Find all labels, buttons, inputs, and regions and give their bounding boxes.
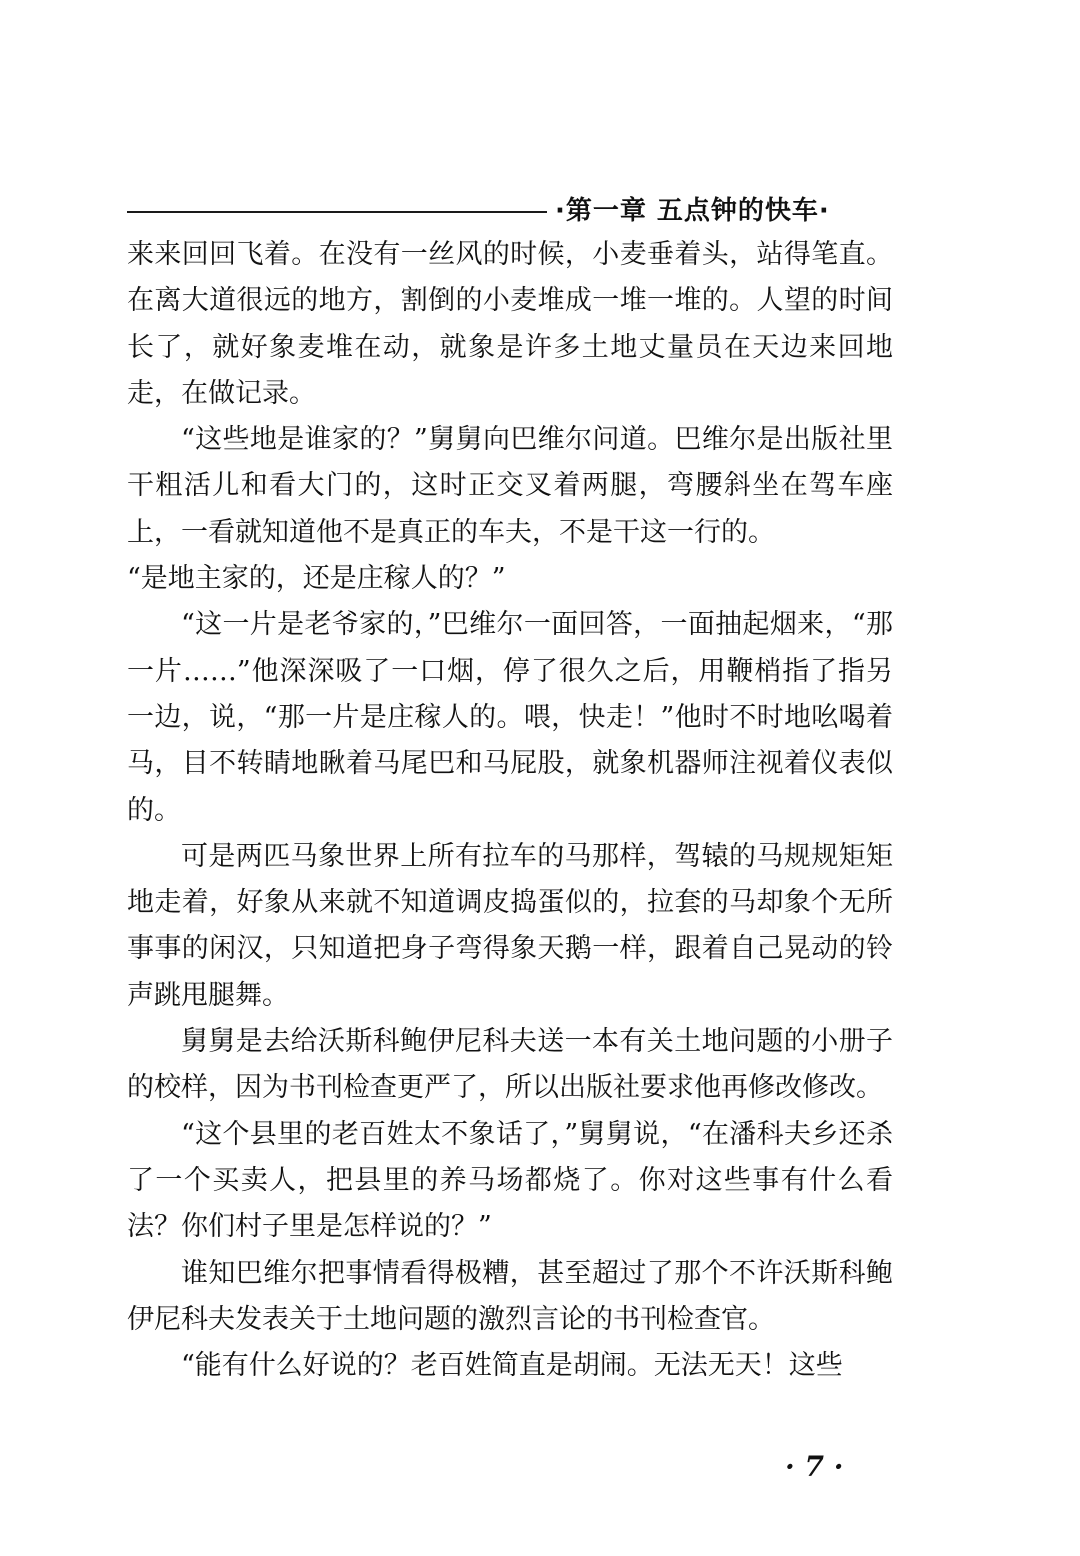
paragraph: “能有什么好说的？老百姓简直是胡闹。无法无天！这些 — [181, 1350, 843, 1382]
paragraph: “这些地是谁家的？”舅舅向巴维尔问道。巴维尔是出版社里干粗活儿和看大门的，这时正交叉着两腿，弯腰斜坐在驾车座上，一看就知道他不是真正的车夫，不是干这一行的。 — [127, 424, 893, 548]
paragraph: “这一片是老爷家的，”巴维尔一面回答，一面抽起烟来，“那一片……”他深深吸了一口烟，停了很久之后，用鞭梢指了指另一边，说，“那一片是庄稼人的。喂，快走！”他时不时地吆喝着马，目不转睛地瞅着马尾巴和马屁股，就象机器师注视着仪表似的。 — [127, 609, 893, 826]
chapter-title: ·第一章 五点钟的快车· — [555, 196, 830, 226]
paragraph: 舅舅是去给沃斯科鲍伊尼科夫送一本有关土地问题的小册子的校样，因为书刊检查更严了，所以出版社要求他再修改修改。 — [127, 1026, 893, 1104]
page-number: · 7 · — [785, 1450, 844, 1483]
paragraph: 谁知巴维尔把事情看得极糟，甚至超过了那个不许沃斯科鲍伊尼科夫发表关于土地问题的激烈言论的书刊检查官。 — [127, 1257, 893, 1335]
body-text — [127, 232, 893, 1389]
paragraph: 来来回回飞着。在没有一丝风的时候，小麦垂着头，站得笔直。在离大道很远的地方，割倒的小麦堆成一堆一堆的。人望的时间长了，就好象麦堆在动，就象是许多土地丈量员在天边来回地走，在做记录。 — [127, 239, 893, 409]
paragraph: “这个县里的老百姓太不象话了，”舅舅说，“在潘科夫乡还杀了一个买卖人，把县里的养马场都烧了。你对这些事有什么看法？你们村子里是怎样说的？” — [127, 1118, 893, 1243]
paragraph: 可是两匹马象世界上所有拉车的马那样，驾辕的马规规矩矩地走着，好象从来就不知道调皮捣蛋似的，拉套的马却象个无所事事的闲汉，只知道把身子弯得象天鹅一样，跟着自己晃动的铃声跳甩腿舞。 — [127, 840, 893, 1011]
header-rule — [127, 211, 547, 213]
paragraph: “是地主家的，还是庄稼人的？” — [127, 563, 506, 595]
